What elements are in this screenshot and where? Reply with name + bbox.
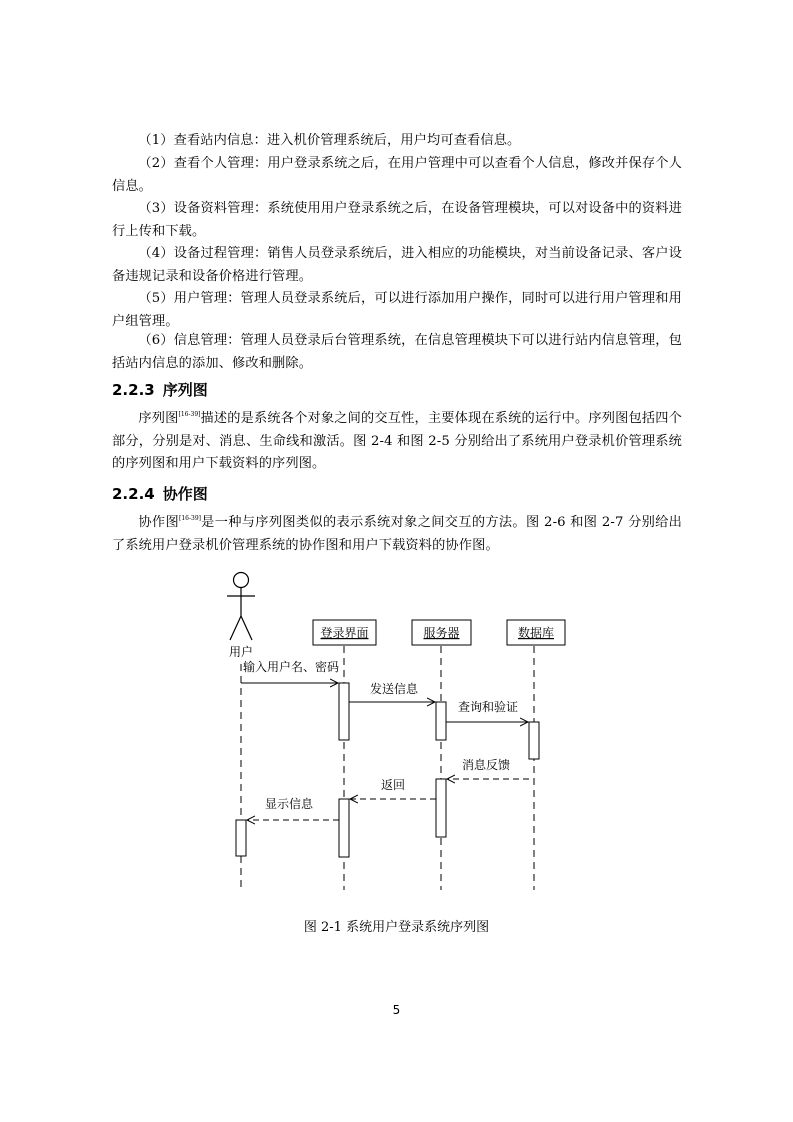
message-label-input: 输入用户名、密码 bbox=[243, 660, 340, 674]
activation-server-2 bbox=[436, 779, 446, 837]
object-label-login-ui: 登录界面 bbox=[320, 626, 369, 640]
section-title: 序列图 bbox=[162, 381, 208, 399]
message-label-display: 显示信息 bbox=[265, 797, 314, 811]
citation: [16-39] bbox=[178, 411, 201, 418]
section-number: 2.2.3 bbox=[112, 381, 155, 399]
paragraph-info-management: （6）信息管理：管理人员登录后台管理系统，在信息管理模块下可以进行站内信息管理，包括站内信息的添加、修改和删除。 bbox=[112, 333, 682, 371]
message-label-send: 发送信息 bbox=[370, 682, 419, 696]
term: 协作图 bbox=[138, 515, 179, 530]
paragraph-text: 描述的是系统各个对象之间的交互性，主要体现在系统的运行中。序列图包括四个部分，分别是对、消息、生命线和激活。图 2-4 和图 2-5 分别给出了系统用户登录机价管理系统的序列图和用户下载资料的序列图。 bbox=[112, 411, 682, 471]
activation-database bbox=[529, 722, 539, 759]
object-label-server: 服务器 bbox=[423, 626, 460, 640]
activation-login-ui-2 bbox=[339, 799, 349, 857]
object-label-database: 数据库 bbox=[517, 626, 555, 640]
paragraph-user-management: （5）用户管理：管理人员登录系统后，可以进行添加用户操作，同时可以进行用户管理和用户组管理。 bbox=[112, 291, 682, 329]
term: 序列图 bbox=[138, 411, 179, 426]
activation-user bbox=[236, 820, 246, 856]
citation: [16-39] bbox=[179, 515, 201, 522]
message-label-feedback: 消息反馈 bbox=[462, 758, 511, 772]
actor-user-icon bbox=[227, 573, 255, 641]
paragraph-text: 是一种与序列图类似的表示系统对象之间交互的方法。图 2-6 和图 2-7 分别给出了系统用户登录机价管理系统的协作图和用户下载资料的协作图。 bbox=[112, 515, 683, 553]
paragraph-view-site-info: （1）查看站内信息：进入机价管理系统后，用户均可查看信息。 bbox=[138, 133, 521, 148]
message-label-return: 返回 bbox=[381, 778, 406, 792]
activation-server-1 bbox=[436, 702, 446, 740]
paragraph-personal-management: （2）查看个人管理：用户登录系统之后，在用户管理中可以查看个人信息，修改并保存个人信息。 bbox=[112, 156, 682, 194]
message-label-query: 查询和验证 bbox=[458, 700, 519, 714]
actor-label: 用户 bbox=[228, 645, 254, 659]
page-number: 5 bbox=[392, 1003, 401, 1017]
activation-login-ui-1 bbox=[339, 683, 349, 740]
section-title: 协作图 bbox=[162, 485, 208, 503]
section-number: 2.2.4 bbox=[112, 485, 155, 503]
paragraph-device-process-management: （4）设备过程管理：销售人员登录系统后，进入相应的功能模块，对当前设备记录、客户设备违规记录和设备价格进行管理。 bbox=[112, 246, 682, 284]
paragraph-device-data-management: （3）设备资料管理：系统使用用户登录系统之后，在设备管理模块，可以对设备中的资料进行上传和下载。 bbox=[112, 201, 682, 239]
figure-caption: 图 2-1 系统用户登录系统序列图 bbox=[303, 920, 490, 935]
